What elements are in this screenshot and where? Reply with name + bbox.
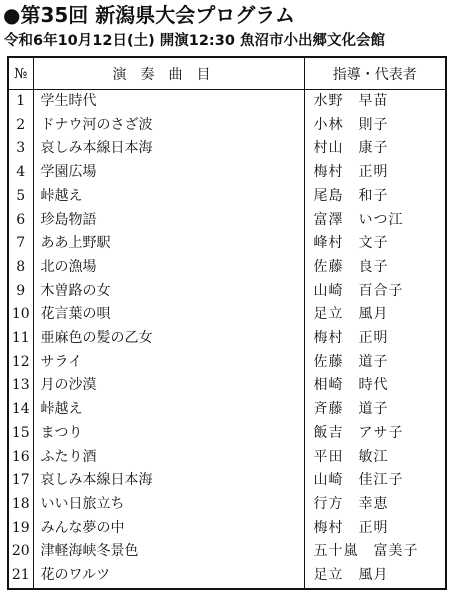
row-number: 5 bbox=[8, 185, 33, 209]
table-row bbox=[8, 398, 446, 422]
representative-name: 飯吉 アサ子 bbox=[313, 424, 404, 441]
table-row bbox=[8, 280, 446, 304]
representative-name: 斉藤 道子 bbox=[313, 401, 389, 418]
representative-name: 佐藤 良子 bbox=[313, 258, 389, 275]
table-row bbox=[8, 185, 446, 209]
table-row bbox=[8, 303, 446, 327]
song-title: 木曽路の女 bbox=[33, 280, 304, 304]
song-title: 亜麻色の髪の乙女 bbox=[33, 327, 304, 351]
representative-name: 尾島 和子 bbox=[313, 187, 389, 204]
table-row bbox=[8, 374, 446, 398]
representative-name: 水野 早苗 bbox=[313, 93, 389, 109]
song-title: 哀しみ本線日本海 bbox=[33, 137, 304, 161]
program-title: ●第35回 新潟県大会プログラム bbox=[3, 3, 296, 27]
song-title: 峠越え bbox=[33, 398, 304, 422]
row-number: 20 bbox=[8, 540, 33, 564]
representative-name: 梅村 正明 bbox=[313, 164, 389, 181]
table-row bbox=[8, 161, 446, 185]
table-row bbox=[8, 209, 446, 233]
table-row bbox=[8, 114, 446, 138]
representative-name: 富澤 いつ江 bbox=[313, 211, 404, 228]
table-row bbox=[8, 446, 446, 470]
song-title: ふたり酒 bbox=[33, 446, 304, 470]
representative-name: 峰村 文子 bbox=[313, 235, 389, 252]
header-number: № bbox=[8, 57, 33, 90]
table-row bbox=[8, 137, 446, 161]
song-title: ああ上野駅 bbox=[33, 232, 304, 256]
song-title: 花のワルツ bbox=[33, 564, 304, 589]
header-song-title: 演奏曲目 bbox=[33, 57, 304, 90]
song-title: 珍島物語 bbox=[33, 209, 304, 233]
row-number: 18 bbox=[8, 493, 33, 517]
row-number: 12 bbox=[8, 351, 33, 375]
table-row bbox=[8, 351, 446, 375]
song-title: ドナウ河のさざ波 bbox=[33, 114, 304, 138]
row-number: 9 bbox=[8, 280, 33, 304]
song-title: 北の漁場 bbox=[33, 256, 304, 280]
table-header-row bbox=[8, 57, 446, 90]
representative-name: 小林 則子 bbox=[313, 116, 389, 133]
row-number: 8 bbox=[8, 256, 33, 280]
song-title: 哀しみ本線日本海 bbox=[33, 469, 304, 493]
song-title: まつり bbox=[33, 422, 304, 446]
row-number: 15 bbox=[8, 422, 33, 446]
row-number: 13 bbox=[8, 374, 33, 398]
table-row bbox=[8, 327, 446, 351]
table-row bbox=[8, 90, 446, 114]
song-title: 学生時代 bbox=[33, 90, 304, 114]
row-number: 17 bbox=[8, 469, 33, 493]
table-row bbox=[8, 256, 446, 280]
representative-name: 村山 康子 bbox=[313, 140, 389, 157]
table-row bbox=[8, 517, 446, 541]
song-title: いい日旅立ち bbox=[33, 493, 304, 517]
representative-name: 相崎 時代 bbox=[313, 377, 389, 394]
representative-name: 山崎 百合子 bbox=[313, 282, 404, 299]
row-number: 14 bbox=[8, 398, 33, 422]
song-title: 学園広場 bbox=[33, 161, 304, 185]
representative-name: 佐藤 道子 bbox=[313, 353, 389, 370]
representative-name: 山崎 佳江子 bbox=[313, 472, 404, 489]
representative-name: 梅村 正明 bbox=[313, 330, 389, 347]
song-title: みんな夢の中 bbox=[33, 517, 304, 541]
table-row bbox=[8, 493, 446, 517]
representative-name: 行方 幸恵 bbox=[313, 495, 389, 512]
table-row bbox=[8, 564, 446, 589]
table-row bbox=[8, 540, 446, 564]
row-number: 10 bbox=[8, 303, 33, 327]
row-number: 1 bbox=[8, 90, 33, 114]
row-number: 6 bbox=[8, 209, 33, 233]
row-number: 3 bbox=[8, 137, 33, 161]
event-info: 令和6年10月12日(土) 開演12:30 魚沼市小出郷文化会館 bbox=[4, 33, 385, 49]
row-number: 4 bbox=[8, 161, 33, 185]
representative-name: 足立 風月 bbox=[313, 567, 389, 584]
row-number: 19 bbox=[8, 517, 33, 541]
song-title: 津軽海峡冬景色 bbox=[33, 540, 304, 564]
table-row bbox=[8, 469, 446, 493]
representative-name: 梅村 正明 bbox=[313, 519, 389, 536]
song-title: 峠越え bbox=[33, 185, 304, 209]
header-representative: 指導・代表者 bbox=[304, 57, 446, 90]
table-row bbox=[8, 422, 446, 446]
song-title: 月の沙漠 bbox=[33, 374, 304, 398]
program-table bbox=[7, 56, 447, 590]
representative-name: 平田 敏江 bbox=[313, 448, 389, 465]
table-row bbox=[8, 232, 446, 256]
song-title: 花言葉の唄 bbox=[33, 303, 304, 327]
song-title: サライ bbox=[33, 351, 304, 375]
row-number: 21 bbox=[8, 564, 33, 589]
row-number: 11 bbox=[8, 327, 33, 351]
row-number: 16 bbox=[8, 446, 33, 470]
program-rows bbox=[8, 90, 446, 589]
representative-name: 五十嵐 富美子 bbox=[313, 543, 419, 560]
row-number: 2 bbox=[8, 114, 33, 138]
representative-name: 足立 風月 bbox=[313, 306, 389, 323]
row-number: 7 bbox=[8, 232, 33, 256]
